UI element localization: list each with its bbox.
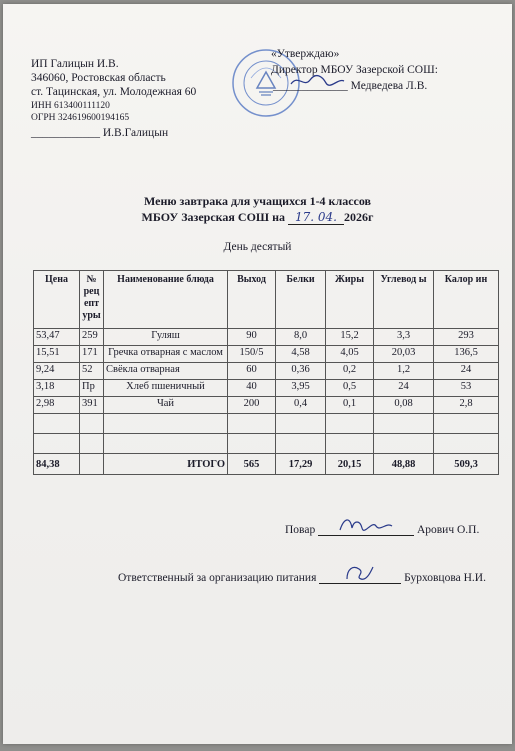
table-header-row [34,271,499,329]
handwritten-date: 17. 04. [288,210,344,225]
day-label: День десятый [223,241,292,253]
responsible-signature-line [118,570,486,584]
table-cell: 24 [374,380,434,397]
table-cell: Свёкла отварная [104,363,228,380]
column-header: Цена [34,271,80,329]
table-cell: 9,24 [34,363,80,380]
table-cell: 90 [228,329,276,346]
company-ogrn: ОГРН 324619600194165 [31,113,130,123]
school-name: МБОУ Зазерская СОШ на [141,210,285,224]
table-cell: 0,08 [374,397,434,414]
table-cell: Хлеб пшеничный [104,380,228,397]
year: 2026г [344,210,374,224]
column-header: Углевод ы [374,271,434,329]
approve-label: «Утверждаю» [271,48,340,60]
total-cell [80,454,104,475]
table-row-empty [34,414,499,434]
menu-table [33,270,499,475]
column-header: Жиры [326,271,374,329]
table-cell: 15,2 [326,329,374,346]
table-cell: 1,2 [374,363,434,380]
table-cell: 171 [80,346,104,363]
responsible-handwritten-signature [341,563,377,583]
column-header: Белки [276,271,326,329]
table-cell: 136,5 [434,346,499,363]
table-cell: 3,3 [374,329,434,346]
total-cell: 48,88 [374,454,434,475]
menu-subtitle [3,210,512,225]
table-cell: Гречка отварная с маслом [104,346,228,363]
company-address-1: 346060, Ростовская область [31,72,166,84]
director-handwritten-signature [288,72,348,90]
table-cell: Гуляш [104,329,228,346]
total-label: ИТОГО [104,454,228,475]
table-cell: 2,98 [34,397,80,414]
director-position: Директор МБОУ Зазерской СОШ: [271,64,438,76]
company-signature: ____________ И.В.Галицын [31,127,169,139]
director-signature: _____________ Медведева Л.В. [273,80,428,92]
menu-title: Меню завтрака для учащихся 1-4 классов [143,194,372,208]
company-address-2: ст. Тацинская, ул. Молодежная 60 [31,86,197,98]
table-cell: 0,36 [276,363,326,380]
table-cell: 0,1 [326,397,374,414]
responsible-signature-blank [319,570,401,584]
total-cell: 509,3 [434,454,499,475]
company-inn: ИНН 613400111120 [31,101,110,111]
cook-signature-blank [318,522,414,536]
table-row-empty [34,434,499,454]
table-cell: 150/5 [228,346,276,363]
company-name: ИП Галицын И.В. [31,58,119,70]
cook-name: Арович О.П. [416,524,480,536]
table-row [34,329,499,346]
table-cell: 4,05 [326,346,374,363]
table-cell: Чай [104,397,228,414]
table-cell: 53 [434,380,499,397]
column-header: Калор ин [434,271,499,329]
table-cell: 40 [228,380,276,397]
table-cell: 3,18 [34,380,80,397]
table-cell: 0,2 [326,363,374,380]
document-sheet [3,4,512,744]
responsible-name: Бурховцова Н.И. [404,572,486,584]
total-cell: 84,38 [34,454,80,475]
responsible-label: Ответственный за организацию питания [118,572,317,584]
column-header: Выход [228,271,276,329]
table-cell: 3,95 [276,380,326,397]
table-cell: 8,0 [276,329,326,346]
table-cell: 20,03 [374,346,434,363]
cook-label: Повар [285,524,316,536]
table-cell: 24 [434,363,499,380]
cook-signature-line [285,522,479,536]
table-cell: Пр [80,380,104,397]
table-row [34,397,499,414]
table-cell: 52 [80,363,104,380]
table-cell: 4,58 [276,346,326,363]
table-cell: 0,5 [326,380,374,397]
table-cell: 53,47 [34,329,80,346]
table-row [34,363,499,380]
column-header: Наименование блюда [104,271,228,329]
table-row [34,346,499,363]
table-cell: 60 [228,363,276,380]
total-cell: 565 [228,454,276,475]
cook-handwritten-signature [336,514,396,536]
table-cell: 2,8 [434,397,499,414]
table-cell: 391 [80,397,104,414]
table-row [34,380,499,397]
column-header: № рец епт уры [80,271,104,329]
table-cell: 15,51 [34,346,80,363]
table-cell: 259 [80,329,104,346]
table-cell: 0,4 [276,397,326,414]
table-total-row [34,454,499,475]
table-cell: 293 [434,329,499,346]
total-cell: 20,15 [326,454,374,475]
table-cell: 200 [228,397,276,414]
total-cell: 17,29 [276,454,326,475]
